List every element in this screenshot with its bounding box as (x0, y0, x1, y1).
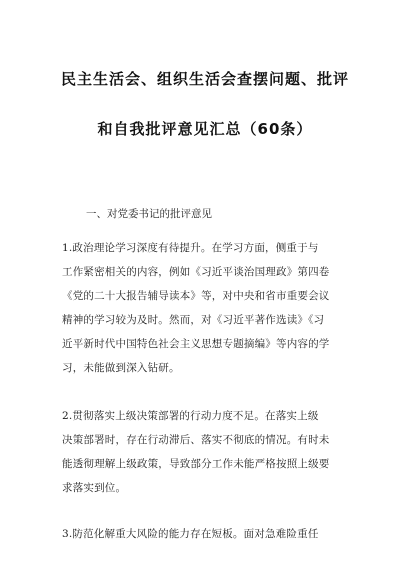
paragraph-1-line-6: 习，未能做到深入钻研。 (62, 362, 180, 374)
paragraph-1-line-4: 精神的学习较为及时。然而，对《习近平著作选读》《习 (62, 314, 325, 326)
document-title-line-2: 和自我批评意见汇总（60条） (97, 120, 313, 138)
paragraph-1-line-5: 近平新时代中国特色社会主义思想专题摘编》等内容的学 (62, 338, 330, 350)
paragraph-2-line-2: 决策部署时，存在行动滞后、落实不彻底的情况。有时未 (62, 434, 330, 446)
paragraph-1-line-1: 1.政治理论学习深度有待提升。在学习方面，侧重于与 (62, 242, 319, 254)
document-title-line-1: 民主生活会、组织生活会查摆问题、批评 (60, 70, 349, 88)
paragraph-1-line-3: 《党的二十大报告辅导读本》等，对中央和省市重要会议 (62, 290, 330, 302)
paragraph-2-line-4: 求落实到位。 (62, 482, 127, 494)
section-heading: 一、对党委书记的批评意见 (86, 208, 212, 220)
paragraph-2-line-1: 2.贯彻落实上级决策部署的行动力度不足。在落实上级 (62, 410, 319, 422)
paragraph-1-line-2: 工作紧密相关的内容，例如《习近平谈治国理政》第四卷 (62, 266, 330, 278)
paragraph-2-line-3: 能透彻理解上级政策，导致部分工作未能严格按照上级要 (62, 458, 330, 470)
paragraph-3-line-1: 3.防范化解重大风险的能力存在短板。面对急难险重任 (62, 528, 319, 540)
